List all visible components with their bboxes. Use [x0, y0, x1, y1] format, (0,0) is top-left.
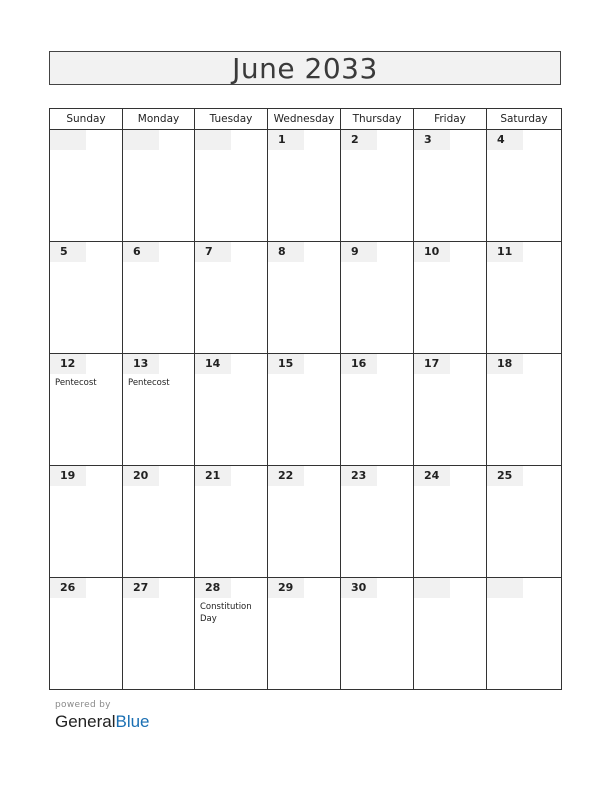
day-number: 27: [123, 578, 159, 598]
day-cell[interactable]: [268, 466, 341, 578]
day-number: 4: [487, 130, 523, 150]
day-cell[interactable]: [487, 466, 562, 578]
day-number: [414, 578, 450, 598]
day-cell[interactable]: [268, 242, 341, 354]
day-cell[interactable]: [50, 242, 123, 354]
weekday-header: Tuesday: [195, 109, 268, 130]
weekday-header: Sunday: [50, 109, 123, 130]
brand-name-part2: Blue: [115, 712, 150, 731]
day-number: 29: [268, 578, 304, 598]
generalblue-logo[interactable]: [55, 712, 150, 732]
day-cell[interactable]: [487, 130, 562, 242]
week-row: [50, 130, 562, 242]
day-cell[interactable]: [195, 130, 268, 242]
holiday-label: Pentecost: [55, 378, 97, 388]
weekday-header: Saturday: [487, 109, 562, 130]
day-number: 22: [268, 466, 304, 486]
day-number: 14: [195, 354, 231, 374]
brand-name-part1: General: [55, 712, 116, 731]
day-number: 23: [341, 466, 377, 486]
day-number: 25: [487, 466, 523, 486]
day-cell[interactable]: [487, 242, 562, 354]
day-cell[interactable]: [50, 130, 123, 242]
day-number: 12: [50, 354, 86, 374]
day-cell[interactable]: [50, 354, 123, 466]
day-cell[interactable]: [195, 354, 268, 466]
day-cell[interactable]: [487, 578, 562, 690]
day-number: [50, 130, 86, 150]
day-number: 28: [195, 578, 231, 598]
day-number: [195, 130, 231, 150]
day-number: 3: [414, 130, 450, 150]
day-number: 30: [341, 578, 377, 598]
weekday-header: Monday: [123, 109, 195, 130]
day-number: [487, 578, 523, 598]
day-cell[interactable]: [341, 242, 414, 354]
weekday-header: Friday: [414, 109, 487, 130]
day-number: 18: [487, 354, 523, 374]
day-number: 26: [50, 578, 86, 598]
day-number: 19: [50, 466, 86, 486]
day-cell[interactable]: [123, 242, 195, 354]
day-cell[interactable]: [268, 130, 341, 242]
day-number: 16: [341, 354, 377, 374]
day-number: 9: [341, 242, 377, 262]
day-number: 13: [123, 354, 159, 374]
day-cell[interactable]: [195, 242, 268, 354]
day-number: 7: [195, 242, 231, 262]
calendar-title: June 2033: [232, 51, 378, 85]
day-number: 8: [268, 242, 304, 262]
weekday-header: Thursday: [341, 109, 414, 130]
day-cell[interactable]: [341, 578, 414, 690]
day-cell[interactable]: [123, 130, 195, 242]
footer: [55, 700, 150, 732]
powered-by-text: powered by: [55, 700, 111, 710]
day-cell[interactable]: [341, 130, 414, 242]
day-number: 21: [195, 466, 231, 486]
week-row: [50, 466, 562, 578]
day-cell[interactable]: [414, 354, 487, 466]
day-number: 11: [487, 242, 523, 262]
day-number: 10: [414, 242, 450, 262]
day-cell[interactable]: [341, 466, 414, 578]
day-cell[interactable]: [414, 466, 487, 578]
day-cell[interactable]: [123, 578, 195, 690]
week-row: [50, 242, 562, 354]
day-cell[interactable]: [414, 242, 487, 354]
day-cell[interactable]: [195, 578, 268, 690]
holiday-label: Constitution Day: [200, 602, 252, 624]
day-cell[interactable]: [50, 578, 123, 690]
day-cell[interactable]: [195, 466, 268, 578]
day-number: 24: [414, 466, 450, 486]
weekday-header: Wednesday: [268, 109, 341, 130]
week-row: [50, 578, 562, 690]
day-number: 2: [341, 130, 377, 150]
day-cell[interactable]: [50, 466, 123, 578]
day-number: 17: [414, 354, 450, 374]
calendar-grid: [49, 108, 562, 690]
day-number: 6: [123, 242, 159, 262]
holiday-label: Pentecost: [128, 378, 170, 388]
day-number: 15: [268, 354, 304, 374]
day-number: 1: [268, 130, 304, 150]
day-number: 20: [123, 466, 159, 486]
day-cell[interactable]: [414, 578, 487, 690]
week-row: [50, 354, 562, 466]
weekday-header-row: [50, 109, 562, 130]
day-cell[interactable]: [341, 354, 414, 466]
day-number: 5: [50, 242, 86, 262]
day-cell[interactable]: [268, 354, 341, 466]
calendar-title-box: [49, 51, 561, 85]
day-number: [123, 130, 159, 150]
day-cell[interactable]: [414, 130, 487, 242]
day-cell[interactable]: [487, 354, 562, 466]
day-cell[interactable]: [268, 578, 341, 690]
day-cell[interactable]: [123, 466, 195, 578]
day-cell[interactable]: [123, 354, 195, 466]
